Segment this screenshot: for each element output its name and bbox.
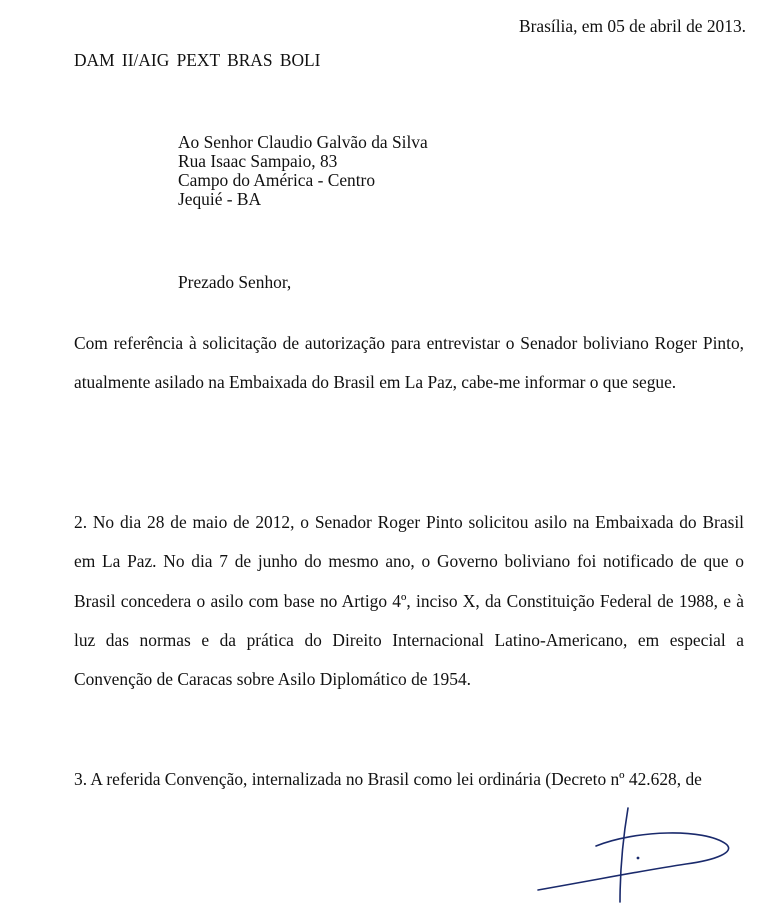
body-paragraph-3: 3. A referida Convenção, internalizada no Brasil como lei ordinária (Decreto nº 42.628, de [74, 769, 702, 789]
reference-code: DAM II/AIG PEXT BRAS BOLI [74, 50, 321, 70]
recipient-address [178, 133, 428, 209]
recipient-street: Rua Isaac Sampaio, 83 [178, 151, 338, 171]
body-paragraph-1: Com referência à solicitação de autorização para entrevistar o Senador boliviano Roger Pinto, atualmente asilado na Embaixada do Brasil em La Paz, cabe-me informar o que segue. [74, 333, 744, 393]
signature-stroke-vertical [620, 808, 628, 902]
date-line: Brasília, em 05 de abril de 2013. [519, 16, 746, 36]
recipient-name: Ao Senhor Claudio Galvão da Silva [178, 132, 428, 152]
greeting: Prezado Senhor, [178, 272, 292, 292]
recipient-district: Campo do América - Centro [178, 170, 376, 190]
signature-dot [637, 857, 640, 860]
signature-stroke-loop [538, 833, 729, 890]
recipient-city: Jequié - BA [178, 189, 262, 209]
body-paragraph-2: 2. No dia 28 de maio de 2012, o Senador Roger Pinto solicitou asilo na Embaixada do Brasil em La Paz. No dia 7 de junho do mesmo ano, o Governo boliviano foi notificado de que o Brasil concedera o asilo com base no Artigo 4º, inciso X, da Constituição Federal de 1988, e à luz das normas e da prática do Direito Internacional Latino-Americano, em especial a Convenção de Caracas sobre Asilo Diplomático de 1954. [74, 512, 744, 690]
signature-mark [536, 802, 756, 912]
